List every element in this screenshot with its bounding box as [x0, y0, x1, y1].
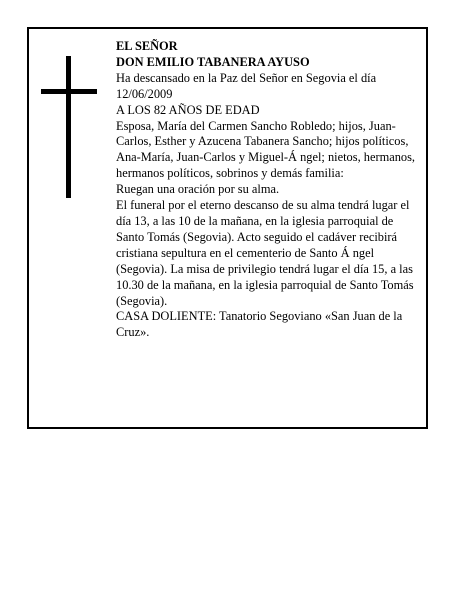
death-announcement: Ha descansado en la Paz del Señor en Segovia el día 12/06/2009: [116, 70, 377, 101]
cross-vertical-bar: [66, 56, 71, 198]
funeral-paragraph: El funeral por el eterno descanso de su alma tendrá lugar el día 13, a las 10 de la mañana, en la iglesia parroquial de Santo Tomás (Segovia). Acto seguido el cadáver recibirá cristiana sepultura en el cementerio de Santo Á ngel (Segovia). La misa de privilegio tendrá lugar el día 15, a las 10.30 de la mañana, en la iglesia parroquial de Santo Tomás (Segovia).: [116, 198, 414, 308]
latin-cross-icon: [41, 56, 97, 198]
obituary-notice: [27, 27, 428, 429]
casa-doliente-line: CASA DOLIENTE: Tanatorio Segoviano «San Juan de la Cruz».: [116, 309, 403, 340]
deceased-name: DON EMILIO TABANERA AYUSO: [116, 54, 310, 69]
family-paragraph: Esposa, María del Carmen Sancho Robledo; hijos, Juan-Carlos, Esther y Azucena Tabanera Sancho; hijos políticos, Ana-María, Juan-Carlos y Miguel-Á ngel; nietos, hermanos, hermanos políticos, sobrinos y demás familia:: [116, 118, 416, 181]
prayer-line: Ruegan una oración por su alma.: [116, 182, 280, 197]
age-line: A LOS 82 AÑOS DE EDAD: [116, 102, 260, 117]
cross-horizontal-bar: [41, 89, 97, 94]
notice-title: EL SEÑOR: [116, 39, 178, 53]
notice-text: [116, 39, 424, 341]
